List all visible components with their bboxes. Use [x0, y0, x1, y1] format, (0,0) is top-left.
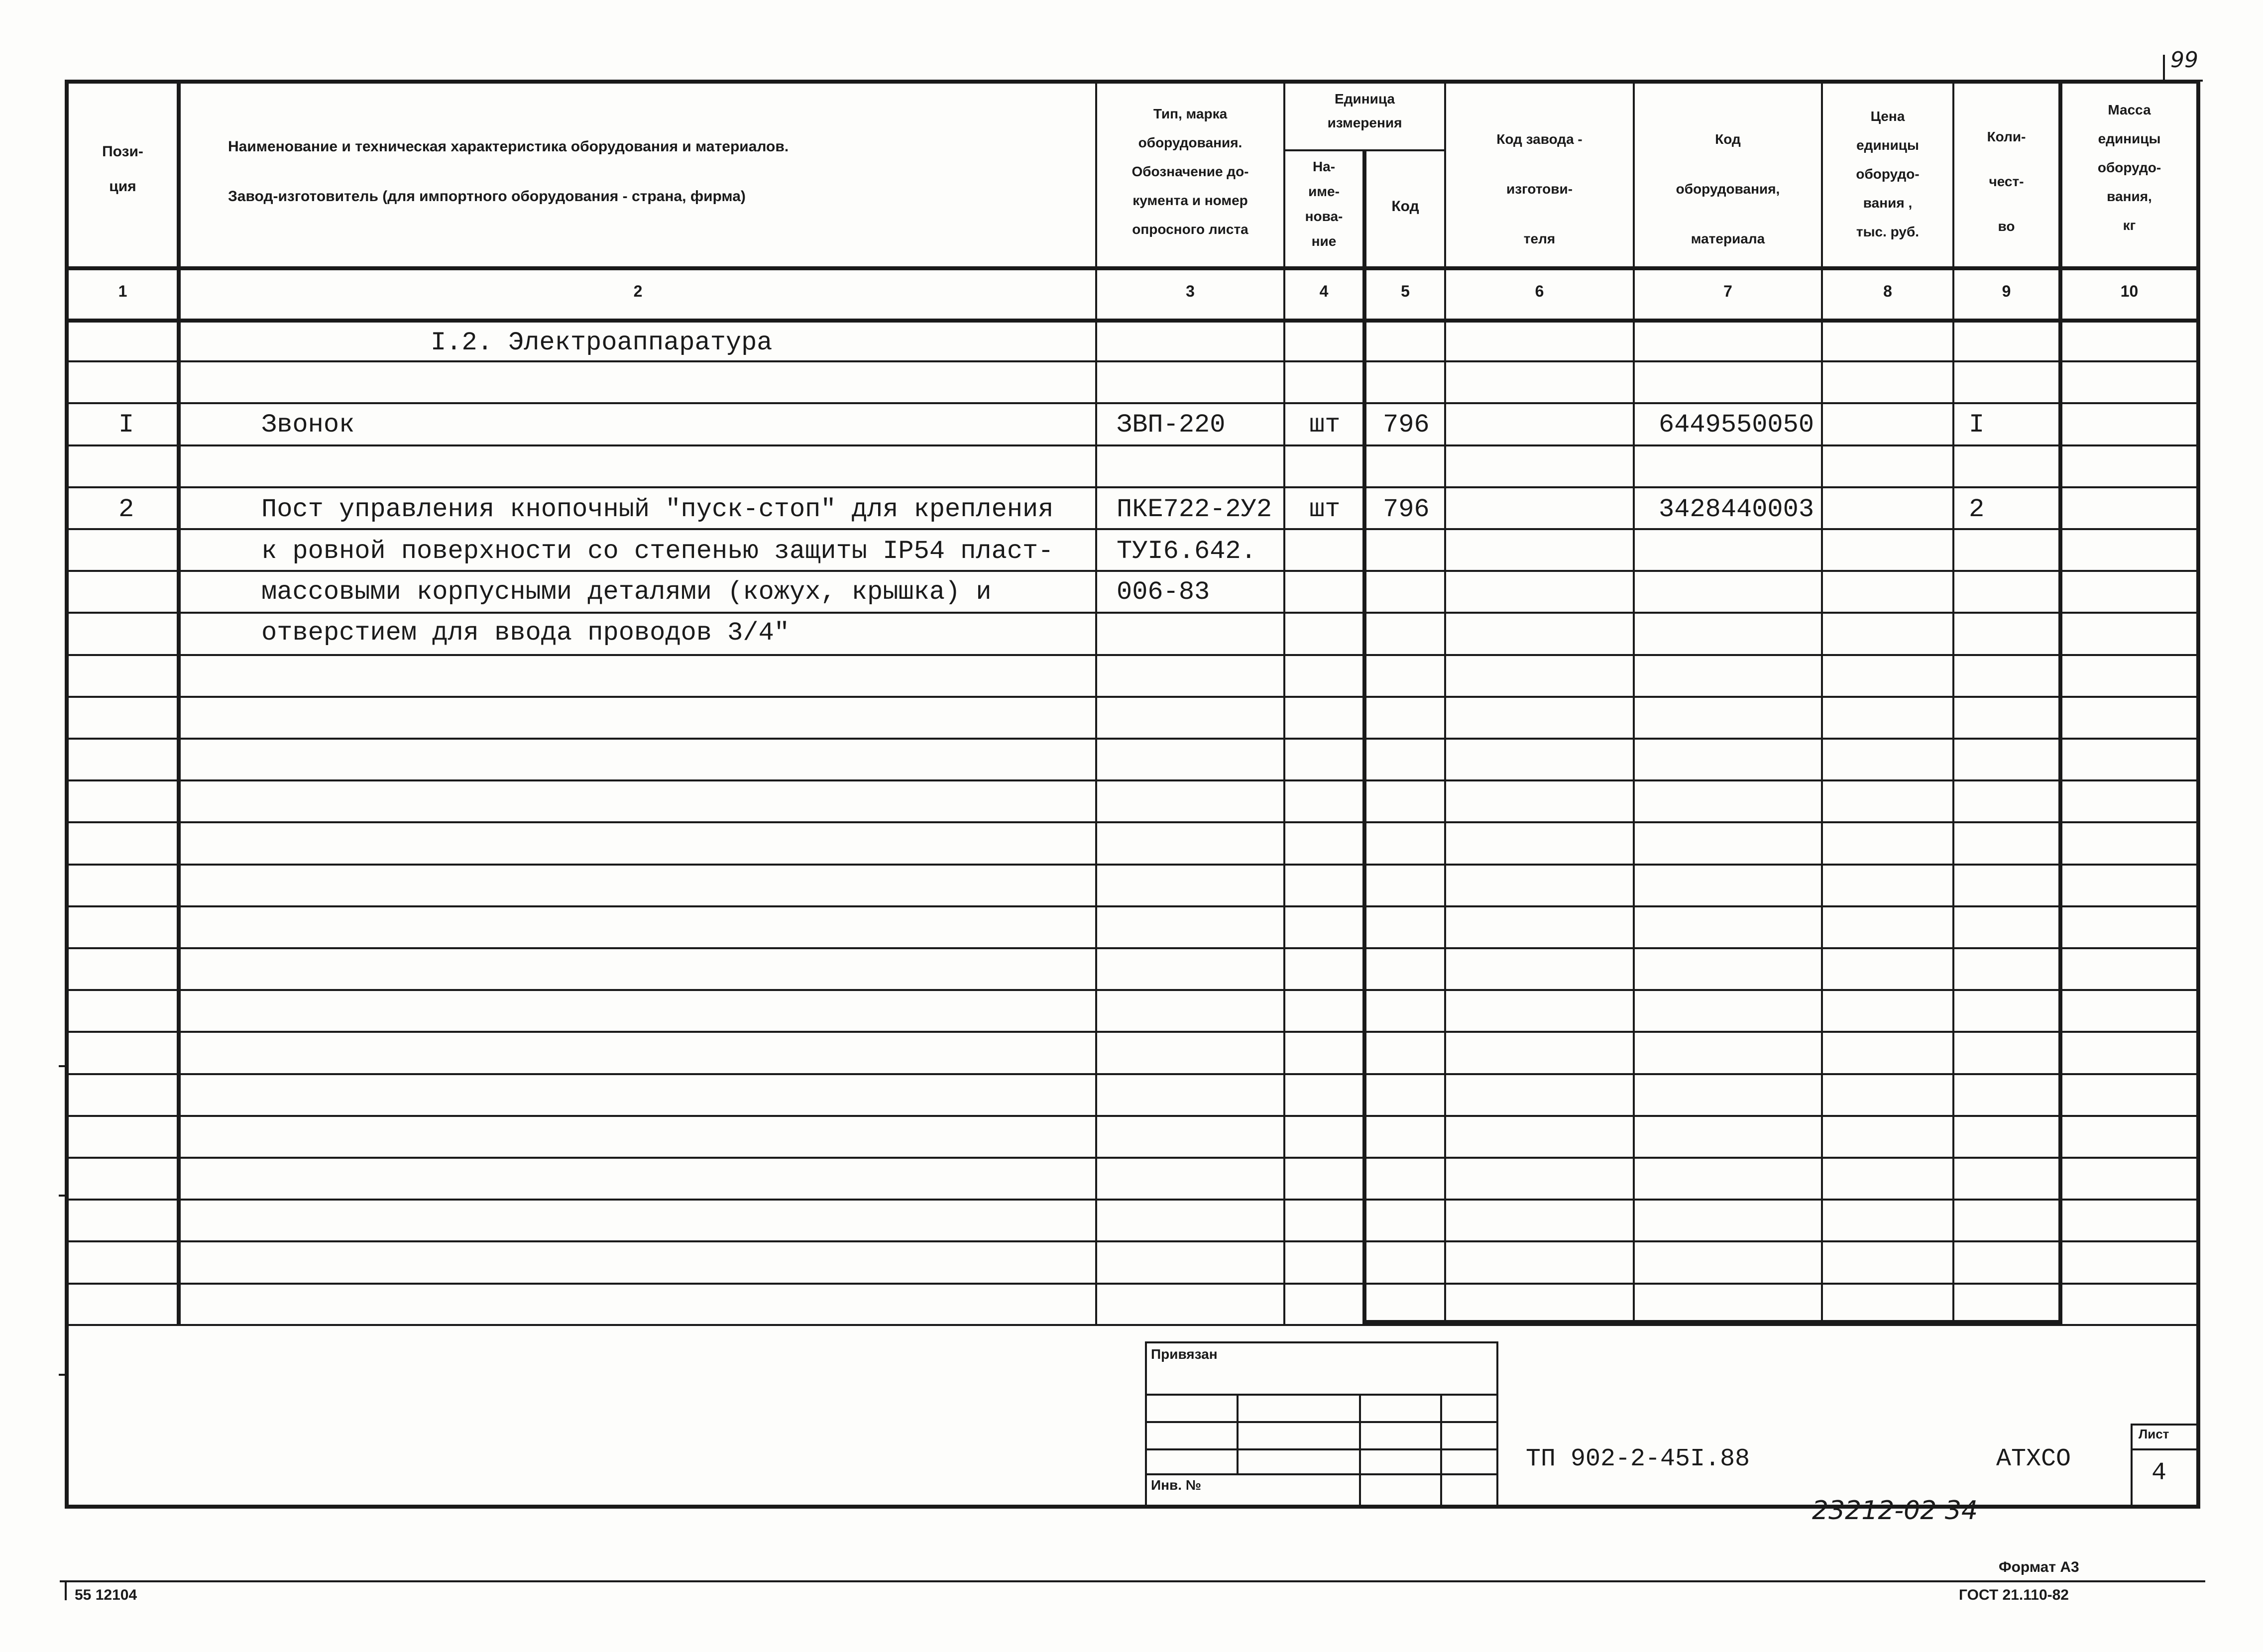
row-divider [65, 1199, 2200, 1201]
row-unit-code: 796 [1383, 410, 1430, 440]
footer-left-code: 55 12104 [75, 1587, 137, 1603]
row-type: ТУI6.642. [1117, 537, 1256, 566]
header-col2: Наименование и техническая характеристика оборудования и материалов. Завод-изготовитель (для импортного оборудования - страна, фирма) [228, 138, 789, 205]
row-divider [65, 779, 2200, 781]
row-divider [65, 905, 2200, 907]
column-number: 8 [1883, 282, 1892, 300]
corner-mark-number: 99 [2170, 47, 2198, 73]
row-divider [65, 864, 2200, 866]
row-name: Звонок [261, 410, 355, 440]
header-col5: Код [1391, 198, 1419, 215]
header-col8: Цена единицы оборудо- вания , тыс. руб. [1856, 109, 1920, 239]
header-col10: Масса единицы оборудо- вания, кг [2097, 102, 2161, 233]
header-col1: Пози- ция [102, 143, 143, 195]
column-number: 6 [1535, 282, 1544, 300]
header-col6: Код завода - изготови- теля [1496, 131, 1583, 246]
row-type: ЗВП-220 [1117, 410, 1226, 440]
header-col4: На- име- нова- ние [1305, 159, 1343, 249]
row-divider [65, 821, 2200, 823]
column-number: 7 [1723, 282, 1732, 300]
row-divider [65, 738, 2200, 740]
handwritten-inventory-number: 23212-02 34 [1812, 1496, 1978, 1526]
row-name: к ровной поверхности со степенью защиты IP54 пласт- [261, 537, 1054, 566]
column-number: 1 [118, 282, 127, 300]
row-name: отверстием для ввода проводов 3/4" [261, 618, 790, 648]
row-divider [65, 696, 2200, 698]
doc-mark: АТХСО [1996, 1445, 2071, 1473]
row-type: ПКЕ722-2У2 [1117, 495, 1272, 524]
row-divider [65, 1240, 2200, 1242]
row-quantity: I [1969, 410, 1985, 440]
row-divider [65, 1283, 2200, 1285]
header-unit-group: Единица измерения [1327, 91, 1402, 130]
row-divider [65, 360, 2200, 362]
column-number: 4 [1319, 282, 1329, 300]
row-type: 006-83 [1117, 577, 1210, 607]
row-divider [65, 1157, 2200, 1159]
row-divider [65, 654, 2200, 656]
sheet-label: Лист [2139, 1427, 2169, 1441]
row-divider [65, 1115, 2200, 1117]
row-unit-name: шт [1309, 495, 1341, 524]
row-quantity: 2 [1969, 495, 1985, 524]
header-col9: Коли- чест- во [1987, 129, 2026, 234]
row-divider [65, 486, 2200, 488]
header-col7: Код оборудования, материала [1676, 131, 1780, 246]
row-position: I [118, 410, 134, 440]
row-unit-code: 796 [1383, 495, 1430, 524]
footer-gost: ГОСТ 21.110-82 [1959, 1587, 2069, 1603]
footer-format: Формат А3 [1999, 1559, 2079, 1575]
row-equipment-code: 3428440003 [1659, 495, 1814, 524]
row-name: Пост управления кнопочный "пуск-стоп" для крепления [261, 495, 1054, 524]
header-col3: Тип, марка оборудования. Обозначение до- кумента и номер опросного листа [1132, 106, 1249, 237]
row-divider [65, 989, 2200, 991]
row-unit-name: шт [1309, 410, 1341, 440]
row-name: массовыми корпусными деталями (кожух, крышка) и [261, 577, 992, 607]
section-title: I.2. Электроаппаратура [431, 328, 773, 357]
sheet-number: 4 [2151, 1459, 2167, 1487]
row-divider [65, 1031, 2200, 1033]
row-divider [65, 947, 2200, 949]
doc-code: ТП 902-2-45I.88 [1526, 1445, 1750, 1473]
row-position: 2 [118, 495, 134, 524]
column-number: 10 [2120, 282, 2139, 300]
column-number: 2 [633, 282, 643, 300]
column-number: 9 [2002, 282, 2011, 300]
column-number: 3 [1186, 282, 1195, 300]
row-equipment-code: 6449550050 [1659, 410, 1814, 440]
inv-no-label: Инв. № [1151, 1477, 1202, 1493]
privyazan-label: Привязан [1151, 1346, 1218, 1362]
column-number: 5 [1401, 282, 1410, 300]
row-divider [65, 1073, 2200, 1075]
